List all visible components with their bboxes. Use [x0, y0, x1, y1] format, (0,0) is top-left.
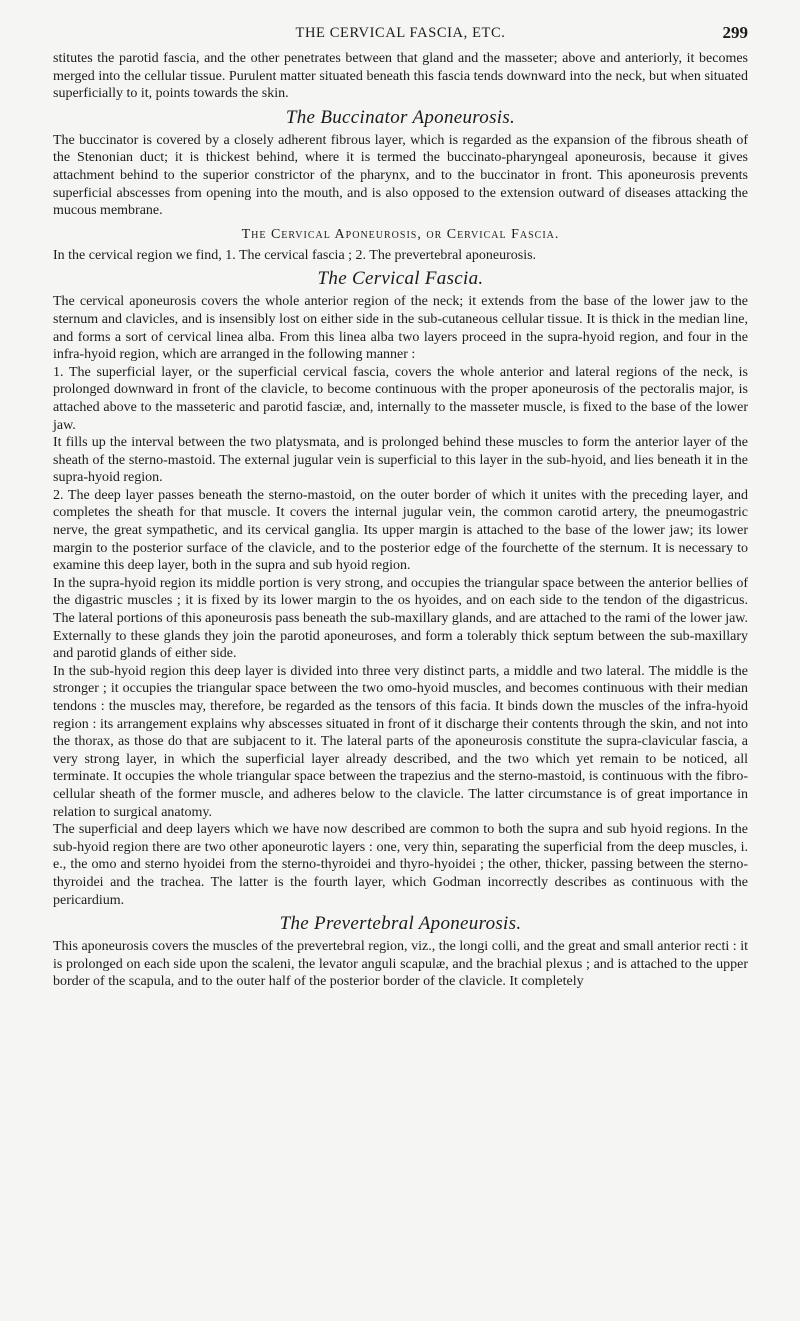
page-number: 299: [722, 23, 748, 42]
paragraph-continued: stitutes the parotid fascia, and the other penetrates between that gland and the masseter; above and anteriorly, it becomes merged into the cellular tissue. Purulent matter situated beneath this fascia tends downward into the neck, but when situated superficially to it, points towards the skin.: [53, 51, 748, 102]
running-head: [53, 16, 748, 50]
paragraph: In the supra-hyoid region its middle portion is very strong, and occupies the triangular space between the anterior bellies of the digastric muscles ; it is fixed by its lower margin to the os hyoides, and on each side to the tendon of the digastricus. The lateral portions of this aponeurosis pass beneath the sub-maxillary glands, and are attached to the rami of the lower jaw. Externally to these glands they join the parotid aponeuroses, and form a tolerably thick septum between the sub-maxillary and parotid glands of either side.: [53, 575, 748, 662]
running-title: THE CERVICAL FASCIA, ETC.: [295, 25, 506, 41]
section-heading-prevertebral: The Prevertebral Aponeurosis.: [279, 913, 522, 935]
paragraph: In the sub-hyoid region this deep layer is divided into three very distinct parts, a middle and two lateral. The middle is the stronger ; it occupies the triangular space between the two omo-hyoid muscles, and becomes continuous with their median tendons : the muscles may, therefore, be regarded as the tensors of this facia. It binds down the muscles of the infra-hyoid region : its arrangement explains why abscesses situated in front of it discharge their contents through the skin, and not into the thorax, as those do that are subjacent to it. The lateral parts of the aponeurosis constitute the supra-clavicular fascia, a very strong layer, in which the superficial layer already described, and the two which yet remain to be noticed, all terminate. It occupies the whole triangular space between the trapezius and the sterno-mastoid, is continuous with the fibro-cellular sheath of the former muscle, and adheres below to the clavicle. The latter circumstance is of great importance in relation to surgical anatomy.: [53, 663, 748, 820]
paragraph: 1. The superficial layer, or the superficial cervical fascia, covers the whole anterior and lateral regions of the neck, is prolonged downward in front of the clavicle, to become continuous with the proper aponeurosis of the pectoralis major, is attached above to the masseteric and parotid fasciæ, and, internally to the masseter muscle, is fixed to the base of the lower jaw.: [53, 364, 748, 433]
paragraph: This aponeurosis covers the muscles of the prevertebral region, viz., the longi colli, and the great and small anterior recti : it is prolonged on each side upon the scaleni, the levator anguli scapulæ, and the brachial plexus ; and is attached to the upper border of the scapula, and to the outer half of the posterior border of the clavicle. It completely: [53, 939, 748, 990]
chapter-subheading-cervical-aponeurosis: The Cervical Aponeurosis, or Cervical Fascia.: [241, 226, 560, 242]
paragraph: The superficial and deep layers which we have now described are common to both the supra and sub hyoid regions. In the sub-hyoid region there are two other aponeurotic layers : one, very thin, separating the superficial from the deep muscles, i. e., the omo and sterno hyoidei from the sterno-thyroidei and thyro-hyoidei ; the other, thicker, passing between the sterno-thyroidei and the trachea. The latter is the fourth layer, which Godman incorrectly describes as continuous with the pericardium.: [53, 822, 748, 908]
paragraph: It fills up the interval between the two platysmata, and is prolonged behind these muscles to form the anterior layer of the sheath of the sterno-mastoid. The external jugular vein is superficial to this layer in the sub-hyoid, and lies beneath it in the supra-hyoid region.: [53, 435, 748, 486]
section-heading-buccinator: The Buccinator Aponeurosis.: [285, 106, 516, 128]
paragraph: The cervical aponeurosis covers the whole anterior region of the neck; it extends from the base of the lower jaw to the sternum and clavicles, and is insensibly lost on either side in the sub-cutaneous cellular tissue. It is thick in the median line, and forms a sort of cervical linea alba. From this linea alba two layers proceed in the supra-hyoid region, and four in the infra-hyoid region, which are arranged in the following manner :: [53, 294, 748, 363]
section-heading-cervical-fascia: The Cervical Fascia.: [317, 268, 484, 290]
paragraph: In the cervical region we find, 1. The cervical fascia ; 2. The prevertebral aponeurosis.: [53, 247, 537, 263]
paragraph: The buccinator is covered by a closely adherent fibrous layer, which is regarded as the expansion of the fibrous sheath of the Stenonian duct; it is thickest behind, where it is termed the buccinato-pharyngeal aponeurosis, because it gives attachment behind to the superior constrictor of the pharynx, and to the buccinator in front. This aponeurosis prevents superficial abscesses from opening into the mouth, and is also opposed to the extension outward of diseases attacking the mucous membrane.: [53, 132, 748, 219]
paragraph: 2. The deep layer passes beneath the sterno-mastoid, on the outer border of which it unites with the preceding layer, and completes the sheath for that muscle. It covers the internal jugular vein, the common carotid artery, the pneumogastric nerve, the great sympathetic, and its cervical ganglia. Its upper margin is attached to the base of the lower jaw; its lower margin to the posterior surface of the clavicle, and to the posterior edge of the fourchette of the sternum. It is necessary to examine this deep layer, both in the supra and sub hyoid region.: [53, 487, 748, 574]
page-body: [53, 50, 748, 991]
